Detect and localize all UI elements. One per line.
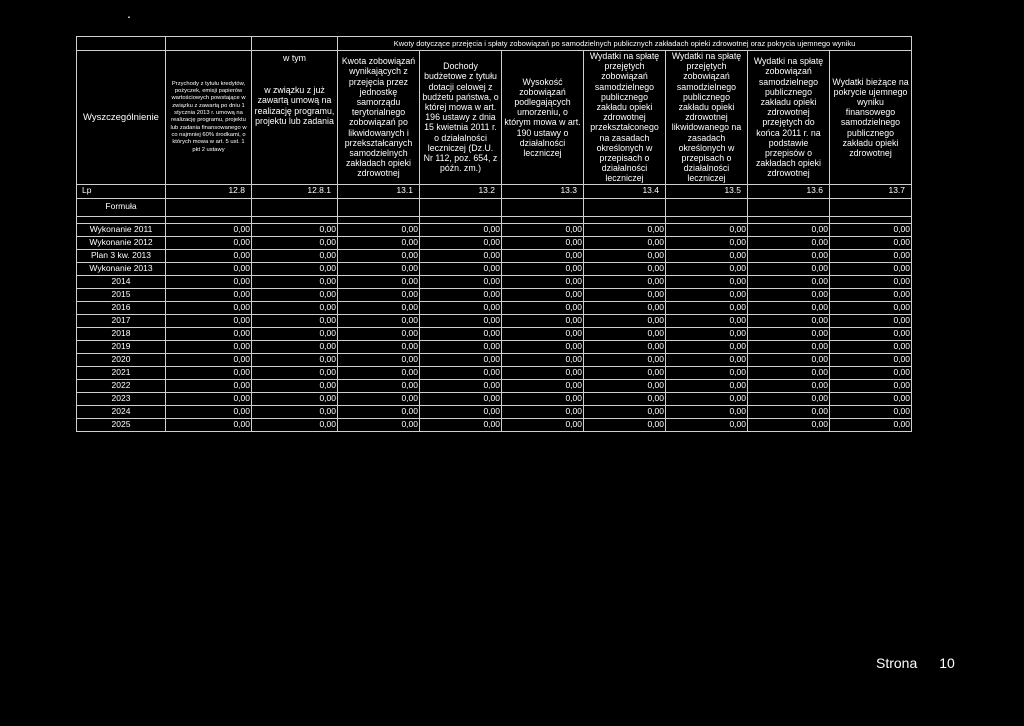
value-cell: 0,00 xyxy=(830,275,912,288)
value-cell: 0,00 xyxy=(420,379,502,392)
table-row xyxy=(77,288,912,301)
value-cell: 0,00 xyxy=(666,275,748,288)
value-cell: 0,00 xyxy=(166,366,252,379)
formula-row xyxy=(77,198,912,216)
table-body xyxy=(77,37,912,432)
value-cell: 0,00 xyxy=(666,418,748,431)
formula-cell xyxy=(502,198,584,216)
band-spacer xyxy=(166,37,252,51)
table-row xyxy=(77,405,912,418)
value-cell: 0,00 xyxy=(502,392,584,405)
value-cell: 0,00 xyxy=(502,418,584,431)
value-cell: 0,00 xyxy=(252,301,338,314)
value-cell: 0,00 xyxy=(420,249,502,262)
spacer-cell xyxy=(830,216,912,223)
value-cell: 0,00 xyxy=(666,236,748,249)
table-row xyxy=(77,379,912,392)
value-cell: 0,00 xyxy=(748,262,830,275)
value-cell: 0,00 xyxy=(584,262,666,275)
header-col-13-6: Wydatki na spłatę zobowiązań samodzielnego publicznego zakładu opieki zdrowotnej przejętych do końca 2011 r. na podstawie przepisów o zakładach opieki zdrowotnej xyxy=(748,51,830,185)
header-col-13-7: Wydatki bieżące na pokrycie ujemnego wyniku finansowego samodzielnego publicznego zakładu opieki zdrowotnej xyxy=(830,51,912,185)
formula-cell xyxy=(748,198,830,216)
value-cell: 0,00 xyxy=(584,379,666,392)
value-cell: 0,00 xyxy=(338,405,420,418)
value-cell: 0,00 xyxy=(338,392,420,405)
value-cell: 0,00 xyxy=(166,288,252,301)
page-footer xyxy=(876,655,955,671)
row-label: 2014 xyxy=(77,275,166,288)
value-cell: 0,00 xyxy=(420,366,502,379)
value-cell: 0,00 xyxy=(502,301,584,314)
formula-cell xyxy=(166,198,252,216)
value-cell: 0,00 xyxy=(420,262,502,275)
page-mark: . xyxy=(127,5,131,21)
value-cell: 0,00 xyxy=(252,418,338,431)
value-cell: 0,00 xyxy=(166,418,252,431)
value-cell: 0,00 xyxy=(502,262,584,275)
table-row xyxy=(77,236,912,249)
formula-cell xyxy=(584,198,666,216)
value-cell: 0,00 xyxy=(584,236,666,249)
value-cell: 0,00 xyxy=(584,301,666,314)
value-cell: 0,00 xyxy=(748,366,830,379)
spacer-cell xyxy=(666,216,748,223)
value-cell: 0,00 xyxy=(166,379,252,392)
value-cell: 0,00 xyxy=(830,223,912,236)
value-cell: 0,00 xyxy=(830,340,912,353)
table-row xyxy=(77,275,912,288)
header-w-tym: w tym xyxy=(283,53,306,63)
value-cell: 0,00 xyxy=(666,301,748,314)
value-cell: 0,00 xyxy=(338,314,420,327)
value-cell: 0,00 xyxy=(338,275,420,288)
lp-cell: Lp xyxy=(77,184,166,198)
value-cell: 0,00 xyxy=(584,288,666,301)
value-cell: 0,00 xyxy=(252,366,338,379)
value-cell: 0,00 xyxy=(338,327,420,340)
page-number: 10 xyxy=(939,655,955,671)
spacer-row xyxy=(77,216,912,223)
lp-cell: 13.5 xyxy=(666,184,748,198)
value-cell: 0,00 xyxy=(252,392,338,405)
value-cell: 0,00 xyxy=(502,288,584,301)
row-label: 2016 xyxy=(77,301,166,314)
value-cell: 0,00 xyxy=(748,392,830,405)
value-cell: 0,00 xyxy=(584,314,666,327)
value-cell: 0,00 xyxy=(830,353,912,366)
formula-cell xyxy=(830,198,912,216)
value-cell: 0,00 xyxy=(502,379,584,392)
value-cell: 0,00 xyxy=(748,340,830,353)
value-cell: 0,00 xyxy=(748,405,830,418)
value-cell: 0,00 xyxy=(338,249,420,262)
row-label: 2017 xyxy=(77,314,166,327)
value-cell: 0,00 xyxy=(166,249,252,262)
value-cell: 0,00 xyxy=(420,236,502,249)
value-cell: 0,00 xyxy=(166,223,252,236)
value-cell: 0,00 xyxy=(748,314,830,327)
row-label: 2018 xyxy=(77,327,166,340)
value-cell: 0,00 xyxy=(338,418,420,431)
value-cell: 0,00 xyxy=(584,353,666,366)
spacer-cell xyxy=(77,216,166,223)
value-cell: 0,00 xyxy=(830,392,912,405)
value-cell: 0,00 xyxy=(584,327,666,340)
header-w-tym-cell xyxy=(252,51,338,185)
value-cell: 0,00 xyxy=(748,353,830,366)
row-label: 2025 xyxy=(77,418,166,431)
formula-cell xyxy=(420,198,502,216)
value-cell: 0,00 xyxy=(338,353,420,366)
formula-label: Formuła xyxy=(77,198,166,216)
value-cell: 0,00 xyxy=(748,236,830,249)
table-row xyxy=(77,366,912,379)
table-row xyxy=(77,340,912,353)
value-cell: 0,00 xyxy=(166,405,252,418)
header-band-row xyxy=(77,37,912,51)
row-label: 2022 xyxy=(77,379,166,392)
lp-cell: 13.3 xyxy=(502,184,584,198)
value-cell: 0,00 xyxy=(584,249,666,262)
value-cell: 0,00 xyxy=(420,418,502,431)
spacer-cell xyxy=(584,216,666,223)
value-cell: 0,00 xyxy=(502,223,584,236)
value-cell: 0,00 xyxy=(420,223,502,236)
value-cell: 0,00 xyxy=(748,249,830,262)
value-cell: 0,00 xyxy=(748,418,830,431)
value-cell: 0,00 xyxy=(584,223,666,236)
value-cell: 0,00 xyxy=(748,288,830,301)
value-cell: 0,00 xyxy=(338,236,420,249)
value-cell: 0,00 xyxy=(584,366,666,379)
lp-cell: 13.1 xyxy=(338,184,420,198)
table-row xyxy=(77,223,912,236)
table-row xyxy=(77,314,912,327)
value-cell: 0,00 xyxy=(420,288,502,301)
value-cell: 0,00 xyxy=(420,314,502,327)
row-label: 2019 xyxy=(77,340,166,353)
value-cell: 0,00 xyxy=(252,275,338,288)
value-cell: 0,00 xyxy=(252,340,338,353)
lp-cell: 13.7 xyxy=(830,184,912,198)
value-cell: 0,00 xyxy=(166,392,252,405)
header-col-13-5: Wydatki na spłatę przejętych zobowiązań samodzielnego publicznego zakładu opieki zdrowotnej likwidowanego na zasadach określonych w przepisach o działalności leczniczej xyxy=(666,51,748,185)
header-row xyxy=(77,51,912,185)
value-cell: 0,00 xyxy=(830,327,912,340)
value-cell: 0,00 xyxy=(502,314,584,327)
row-label: 2020 xyxy=(77,353,166,366)
value-cell: 0,00 xyxy=(666,366,748,379)
header-przychody: Przychody z tytułu kredytów, pożyczek, emisji papierów wartościowych powstające w związku z zawartą po dniu 1 stycznia 2013 r. umową na realizację programu, projektu lub zadania finansowanego w co najmniej 60% środkami, o których mowa w art. 5 ust. 1 pkt 2 ustawy xyxy=(166,51,252,185)
value-cell: 0,00 xyxy=(252,236,338,249)
spacer-cell xyxy=(166,216,252,223)
value-cell: 0,00 xyxy=(166,353,252,366)
value-cell: 0,00 xyxy=(830,236,912,249)
value-cell: 0,00 xyxy=(338,366,420,379)
value-cell: 0,00 xyxy=(666,379,748,392)
value-cell: 0,00 xyxy=(420,340,502,353)
value-cell: 0,00 xyxy=(502,353,584,366)
value-cell: 0,00 xyxy=(420,353,502,366)
value-cell: 0,00 xyxy=(830,314,912,327)
value-cell: 0,00 xyxy=(830,249,912,262)
table-row xyxy=(77,353,912,366)
value-cell: 0,00 xyxy=(166,236,252,249)
value-cell: 0,00 xyxy=(748,275,830,288)
header-w-zwiazku: w związku z już zawartą umową na realizację programu, projektu lub zadania xyxy=(254,85,335,126)
value-cell: 0,00 xyxy=(584,340,666,353)
spacer-cell xyxy=(748,216,830,223)
value-cell: 0,00 xyxy=(338,301,420,314)
value-cell: 0,00 xyxy=(666,262,748,275)
value-cell: 0,00 xyxy=(338,223,420,236)
value-cell: 0,00 xyxy=(252,327,338,340)
value-cell: 0,00 xyxy=(748,379,830,392)
wpf-table xyxy=(76,36,912,432)
value-cell: 0,00 xyxy=(166,314,252,327)
value-cell: 0,00 xyxy=(666,288,748,301)
value-cell: 0,00 xyxy=(666,223,748,236)
header-wyszczegolnienie: Wyszczególnienie xyxy=(77,51,166,185)
lp-cell: 13.2 xyxy=(420,184,502,198)
band-spacer xyxy=(77,37,166,51)
value-cell: 0,00 xyxy=(830,262,912,275)
formula-cell xyxy=(338,198,420,216)
table-row xyxy=(77,301,912,314)
value-cell: 0,00 xyxy=(666,353,748,366)
value-cell: 0,00 xyxy=(338,340,420,353)
value-cell: 0,00 xyxy=(252,262,338,275)
table-row xyxy=(77,327,912,340)
value-cell: 0,00 xyxy=(830,366,912,379)
value-cell: 0,00 xyxy=(666,314,748,327)
value-cell: 0,00 xyxy=(166,301,252,314)
row-label: Wykonanie 2012 xyxy=(77,236,166,249)
row-label: Plan 3 kw. 2013 xyxy=(77,249,166,262)
band-title: Kwoty dotyczące przejęcia i spłaty zobowiązań po samodzielnych publicznych zakładach opieki zdrowotnej oraz pokrycia ujemnego wyniku xyxy=(338,37,912,51)
formula-cell xyxy=(252,198,338,216)
value-cell: 0,00 xyxy=(166,262,252,275)
value-cell: 0,00 xyxy=(584,275,666,288)
lp-cell: 12.8.1 xyxy=(252,184,338,198)
value-cell: 0,00 xyxy=(748,327,830,340)
row-label: Wykonanie 2013 xyxy=(77,262,166,275)
value-cell: 0,00 xyxy=(166,327,252,340)
header-col-13-3: Wysokość zobowiązań podlegających umorzeniu, o którym mowa w art. 190 ustawy o działalności leczniczej xyxy=(502,51,584,185)
value-cell: 0,00 xyxy=(748,301,830,314)
spacer-cell xyxy=(420,216,502,223)
row-label: 2021 xyxy=(77,366,166,379)
row-label: 2024 xyxy=(77,405,166,418)
value-cell: 0,00 xyxy=(830,418,912,431)
value-cell: 0,00 xyxy=(252,314,338,327)
value-cell: 0,00 xyxy=(830,405,912,418)
table-row xyxy=(77,392,912,405)
value-cell: 0,00 xyxy=(252,353,338,366)
lp-row xyxy=(77,184,912,198)
row-label: Wykonanie 2011 xyxy=(77,223,166,236)
value-cell: 0,00 xyxy=(166,340,252,353)
header-col-13-1: Kwota zobowiązań wynikających z przejęcia przez jednostkę samorządu terytorialnego zobowiązań po likwidowanych i przekształcanych samodzielnych zakładach opieki zdrowotnej xyxy=(338,51,420,185)
value-cell: 0,00 xyxy=(584,418,666,431)
value-cell: 0,00 xyxy=(252,223,338,236)
value-cell: 0,00 xyxy=(252,288,338,301)
value-cell: 0,00 xyxy=(830,379,912,392)
value-cell: 0,00 xyxy=(420,301,502,314)
value-cell: 0,00 xyxy=(420,405,502,418)
value-cell: 0,00 xyxy=(666,405,748,418)
spacer-cell xyxy=(502,216,584,223)
value-cell: 0,00 xyxy=(502,366,584,379)
value-cell: 0,00 xyxy=(830,288,912,301)
table-row xyxy=(77,262,912,275)
value-cell: 0,00 xyxy=(166,275,252,288)
value-cell: 0,00 xyxy=(252,379,338,392)
value-cell: 0,00 xyxy=(502,236,584,249)
value-cell: 0,00 xyxy=(666,392,748,405)
value-cell: 0,00 xyxy=(502,327,584,340)
value-cell: 0,00 xyxy=(666,327,748,340)
value-cell: 0,00 xyxy=(420,275,502,288)
lp-cell: 13.4 xyxy=(584,184,666,198)
value-cell: 0,00 xyxy=(252,405,338,418)
header-col-13-4: Wydatki na spłatę przejętych zobowiązań samodzielnego publicznego zakładu opieki zdrowotnej przekształconego na zasadach określonych w przepisach o działalności leczniczej xyxy=(584,51,666,185)
value-cell: 0,00 xyxy=(666,249,748,262)
row-label: 2023 xyxy=(77,392,166,405)
value-cell: 0,00 xyxy=(502,405,584,418)
spacer-cell xyxy=(252,216,338,223)
formula-cell xyxy=(666,198,748,216)
value-cell: 0,00 xyxy=(830,301,912,314)
row-label: 2015 xyxy=(77,288,166,301)
table-row xyxy=(77,249,912,262)
value-cell: 0,00 xyxy=(584,392,666,405)
band-spacer xyxy=(252,37,338,51)
value-cell: 0,00 xyxy=(420,327,502,340)
lp-cell: 13.6 xyxy=(748,184,830,198)
value-cell: 0,00 xyxy=(502,249,584,262)
table-row xyxy=(77,418,912,431)
header-col-13-2: Dochody budżetowe z tytułu dotacji celowej z budżetu państwa, o której mowa w art. 196 ustawy z dnia 15 kwietnia 2011 r. o działalności leczniczej (Dz.U. Nr 112, poz. 654, z późn. zm.) xyxy=(420,51,502,185)
value-cell: 0,00 xyxy=(338,288,420,301)
value-cell: 0,00 xyxy=(666,340,748,353)
lp-cell: 12.8 xyxy=(166,184,252,198)
value-cell: 0,00 xyxy=(584,405,666,418)
value-cell: 0,00 xyxy=(502,340,584,353)
value-cell: 0,00 xyxy=(420,392,502,405)
value-cell: 0,00 xyxy=(338,379,420,392)
value-cell: 0,00 xyxy=(748,223,830,236)
value-cell: 0,00 xyxy=(252,249,338,262)
value-cell: 0,00 xyxy=(502,275,584,288)
footer-label: Strona xyxy=(876,655,918,671)
value-cell: 0,00 xyxy=(338,262,420,275)
spacer-cell xyxy=(338,216,420,223)
